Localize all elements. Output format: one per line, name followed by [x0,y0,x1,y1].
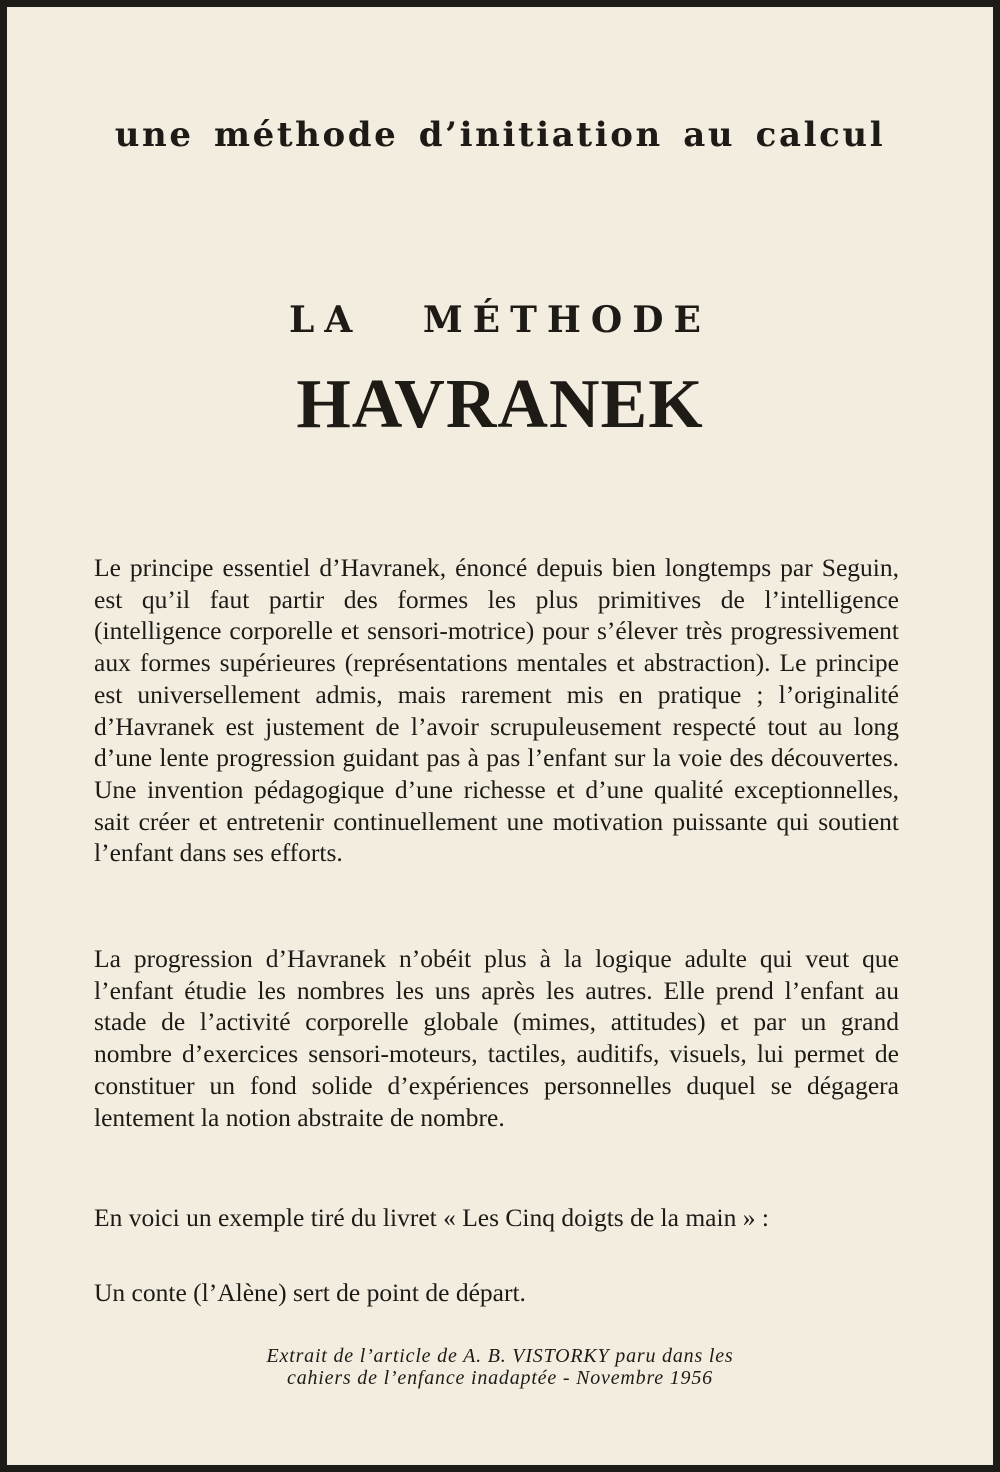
footer-line-1: Extrait de l’article de A. B. VISTORKY paru dans les [266,1345,734,1367]
footer-citation [7,1345,993,1389]
body-paragraph-1: Le principe essentiel d’Havranek, énoncé depuis bien longtemps par Seguin, est qu’il faut partir des formes les plus primitives de l’intelligence (intelligence corporelle et sensori-motrice) pour s’élever très progressivement aux formes supérieures (représentations mentales et abstraction). Le principe est universellement admis, mais rarement mis en pratique ; l’originalité d’Havranek est justement de l’avoir scrupuleusement respecté tout au long d’une lente progression guidant pas à pas l’enfant sur la voie des découvertes. Une invention pédagogique d’une richesse et d’une qualité exceptionnelles, sait créer et entretenir continuellement une motivation puissante qui soutient l’enfant dans ses efforts. [94,553,899,868]
body-paragraph-2: La progression d’Havranek n’obéit plus à la logique adulte qui veut que l’enfant étudie les nombres les uns après les autres. Elle prend l’enfant au stade de l’activité corporelle globale (mimes, attitudes) et par un grand nombre d’exercices sensori-moteurs, tactiles, auditifs, visuels, lui permet de constituer un fond solide d’expériences personnelles duquel se dégagera lentement la notion abstraite de nombre. [94,944,899,1132]
title-line-2: HAVRANEK [296,366,704,443]
body-paragraph-4: Un conte (l’Alène) sert de point de départ. [94,1278,526,1307]
footer-line-2: cahiers de l’enfance inadaptée - Novembre 1956 [287,1367,713,1389]
header-subtitle: une méthode d’initiation au calcul [114,115,886,155]
body-paragraph-3: En voici un exemple tiré du livret « Les Cinq doigts de la main » : [94,1203,769,1232]
document-page [7,7,993,1465]
title-line-1: LA MÉTHODE [289,299,711,341]
